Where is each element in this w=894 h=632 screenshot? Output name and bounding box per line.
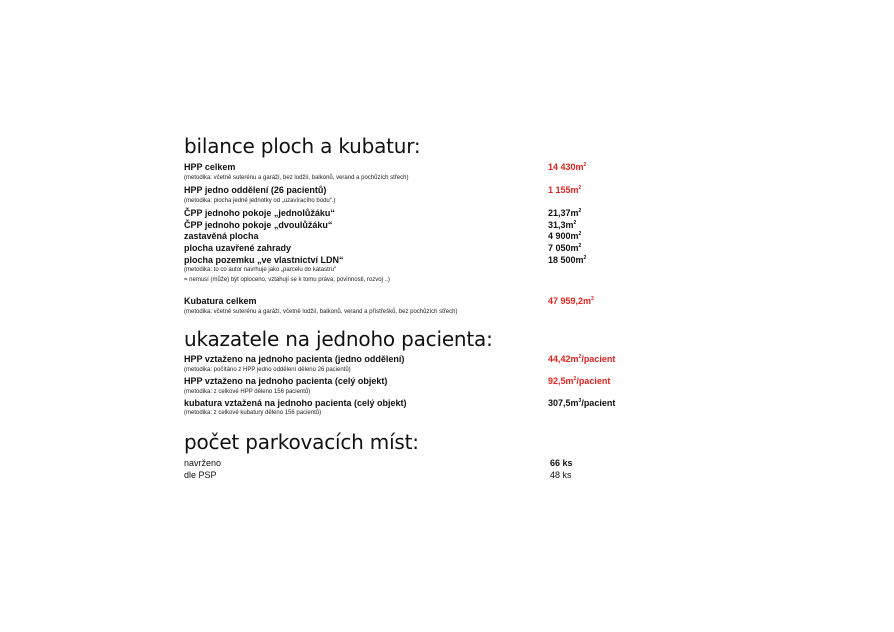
label-hpp-celkem: HPP celkem — [184, 162, 236, 172]
note-hpp-pacient-oddeleni: (metodika: počítáno z HPP jedno oddělení děleno 26 pacientů) — [184, 367, 351, 373]
value-navrzeno: 66 ks — [550, 458, 573, 468]
label-plocha-pozemku: plocha pozemku „ve vlastnictví LDN“ — [184, 255, 344, 265]
label-plocha-zahrady: plocha uzavřené zahrady — [184, 243, 292, 253]
value-kubatura-celkem: 47 $959,2m^3$ — [548, 296, 594, 306]
value-zastavena-plocha: 4 $900m^2$ — [548, 231, 582, 241]
label-cpp-dvouluzak: ČPP jednoho pokoje „dvoulůžáku“ — [184, 220, 333, 230]
row-hpp-pacient-oddeleni — [184, 354, 654, 367]
heading-bilance: bilance ploch a kubatur: — [184, 134, 421, 158]
row-kubatura-celkem — [184, 296, 654, 309]
note-pozemek-line1: (metodika: to co autor navrhuje jako „parcelu do katastru“ — [184, 267, 337, 273]
value-plocha-zahrady: 7 $050m^2$ — [548, 243, 582, 253]
note-kubatura: (metodika: včetně suterénu a garáží, včetně lodžií, balkonů, verand a přístřešků, bez pochůzích střech) — [184, 309, 458, 315]
heading-ukazatele: ukazatele na jednoho pacienta: — [184, 327, 493, 351]
value-dle-psp: 48 ks — [550, 470, 572, 480]
value-hpp-oddeleni: 1 $155m^2$ — [548, 185, 582, 195]
label-zastavena-plocha: zastavěná plocha — [184, 231, 259, 241]
note-hpp-pacient-objekt: (metodika: z celkové HPP děleno 156 pacientů) — [184, 389, 311, 395]
note-hpp-oddeleni: (metodika: plocha jedné jednotky od „uzavíracího bodu“.) — [184, 198, 336, 204]
value-hpp-pacient-oddeleni: $44,42m^2$/pacient — [548, 354, 616, 364]
value-cpp-jednoluzak: $21,37m^2$ — [548, 208, 582, 218]
row-hpp-oddeleni — [184, 185, 654, 198]
value-plocha-pozemku: 18 $500m^2$ — [548, 255, 587, 265]
note-pozemek-line2: = nemusí (může) být oploceno, vztahují se k tomu práva, povinnosti, rozvoj ..) — [184, 277, 390, 283]
label-hpp-oddeleni: HPP jedno oddělení (26 pacientů) — [184, 185, 327, 195]
row-hpp-celkem — [184, 162, 654, 175]
value-hpp-celkem: 14 $430m^2$ — [548, 162, 587, 172]
note-hpp-celkem: (metodika: včetně suterénu a garáží, bez lodžií, balkonů, verand a pochůzích střech) — [184, 175, 409, 181]
label-hpp-pacient-oddeleni: HPP vztaženo na jednoho pacienta (jedno oddělení) — [184, 354, 405, 364]
label-navrzeno: navrženo — [184, 458, 222, 468]
label-hpp-pacient-objekt: HPP vztaženo na jednoho pacienta (celý objekt) — [184, 376, 388, 386]
row-dle-psp — [184, 470, 654, 483]
label-kubatura-celkem: Kubatura celkem — [184, 296, 257, 306]
label-dle-psp: dle PSP — [184, 470, 217, 480]
label-cpp-jednoluzak: ČPP jednoho pokoje „jednolůžáku“ — [184, 208, 335, 218]
label-kubatura-pacient: kubatura vztažená na jednoho pacienta (celý objekt) — [184, 398, 407, 408]
note-kubatura-pacient: (metodika: z celkové kubatury děleno 156 pacientů) — [184, 410, 322, 416]
row-hpp-pacient-objekt — [184, 376, 654, 389]
value-hpp-pacient-objekt: $92,5m^2$/pacient — [548, 376, 611, 386]
value-kubatura-pacient: $307,5m^3$/pacient — [548, 398, 616, 408]
value-cpp-dvouluzak: $31,3m^2$ — [548, 220, 577, 230]
heading-parkovani: počet parkovacích míst: — [184, 430, 419, 454]
